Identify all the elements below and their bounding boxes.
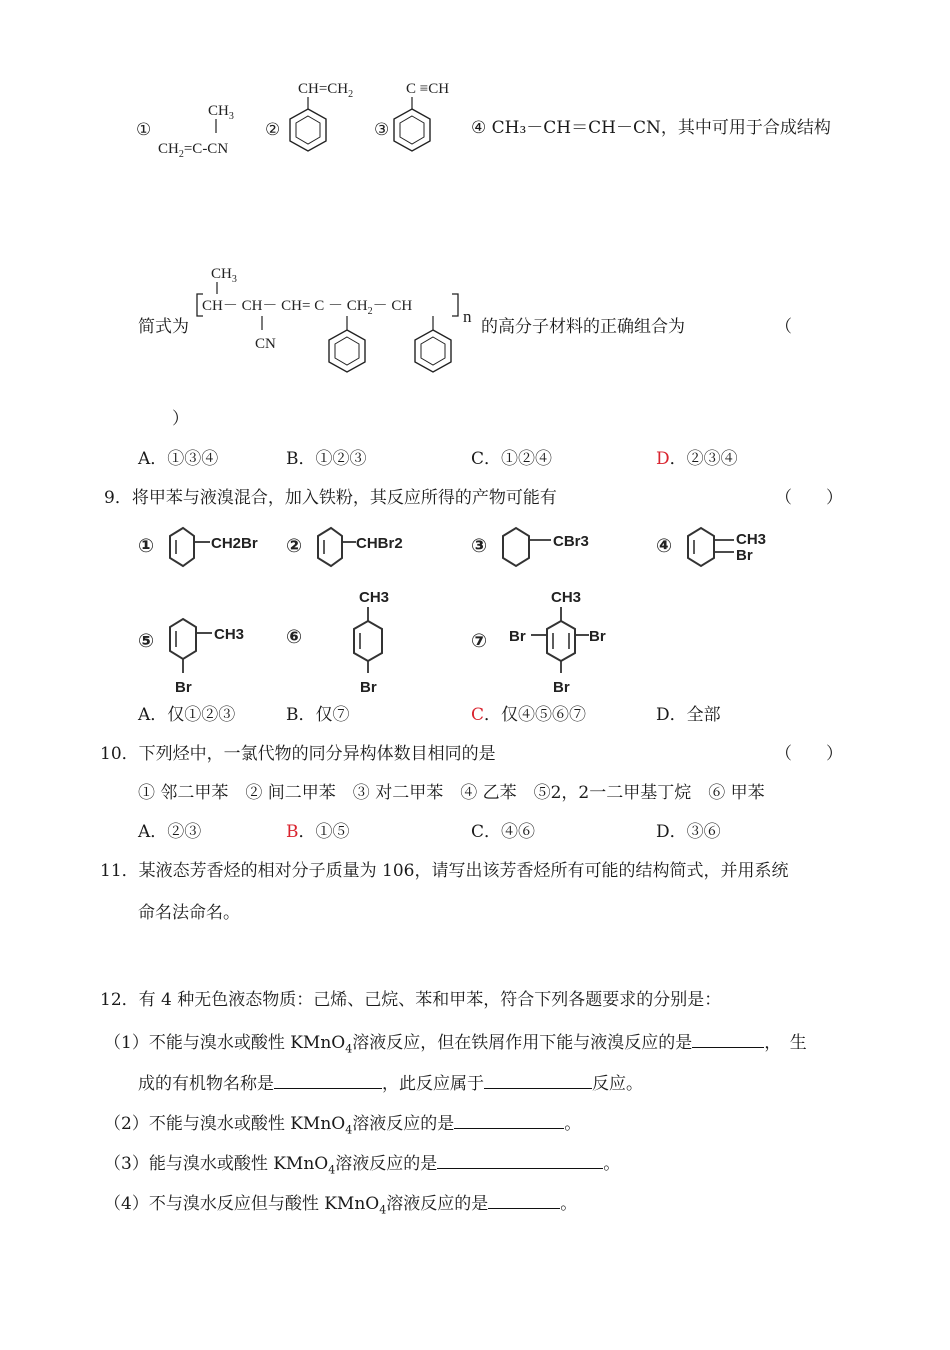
svg-text:⑤: ⑤ xyxy=(138,631,155,652)
svg-text:CH3: CH3 xyxy=(551,589,582,606)
svg-text:CH3: CH3 xyxy=(359,589,390,606)
svg-text:⑦: ⑦ xyxy=(471,631,488,652)
q12-blank-3[interactable] xyxy=(484,1072,592,1089)
q8-line2-tail: 的高分子材料的正确组合为 xyxy=(481,317,685,337)
svg-text:n: n xyxy=(463,307,472,326)
svg-text:CH2Br: CH2Br xyxy=(211,535,258,552)
q9-option-a: A．仅①②③ xyxy=(138,705,236,725)
s1-mark: ① xyxy=(136,120,152,139)
q12-part1-line1: （1）不能与溴水或酸性 KMnO$_4$溶液反应，但在铁屑作用下能与液溴反应的是 ， 生 xyxy=(104,1033,807,1056)
svg-text:⑥: ⑥ xyxy=(286,627,303,648)
q8-paren-close: ） xyxy=(172,409,189,429)
q12-part4: （4）不与溴水反应但与酸性 KMnO$_4$溶液反应的是 。 xyxy=(104,1194,578,1217)
q10-items: ① 邻二甲苯 ② 间二甲苯 ③ 对二甲苯 ④ 乙苯 ⑤2，2一二甲基丁烷 ⑥ 甲苯 xyxy=(138,783,765,803)
q11-line1: 11．某液态芳香烃的相对分子质量为 106，请写出该芳香烃所有可能的结构简式，并用系统 xyxy=(100,861,789,881)
q8-option-c: C．①②④ xyxy=(471,449,553,469)
q12-blank-5[interactable] xyxy=(437,1152,603,1169)
svg-text:Br: Br xyxy=(360,679,377,696)
svg-text:Br: Br xyxy=(736,547,753,564)
svg-text:CH3: $CH_3$ xyxy=(211,266,237,285)
q10-option-d: D．③⑥ xyxy=(656,822,721,842)
s3-mark: ③ xyxy=(374,120,390,139)
svg-text:Br: Br xyxy=(175,679,192,696)
q9-structure-3 xyxy=(471,520,611,570)
svg-text:CH2=C-CN: $CH_2=C-CN$ xyxy=(158,141,229,160)
q12-part2: （2）不能与溴水或酸性 KMnO$_4$溶液反应的是 。 xyxy=(104,1114,582,1137)
q12-stem: 12．有 4 种无色液态物质：己烯、己烷、苯和甲苯，符合下列各题要求的分别是： xyxy=(100,990,722,1010)
svg-text:Br: Br xyxy=(553,679,570,696)
svg-text:③: ③ xyxy=(471,536,488,557)
q11-line2: 命名法命名。 xyxy=(138,903,240,923)
q9-stem: 9．将甲苯与液溴混合，加入铁粉，其反应所得的产物可能有 xyxy=(104,488,557,508)
structure-2-styrene xyxy=(260,75,380,165)
q12-part3: （3）能与溴水或酸性 KMnO$_4$溶液反应的是 。 xyxy=(104,1154,621,1177)
q9-option-c-answer: C．仅④⑤⑥⑦ xyxy=(471,705,587,725)
polymer-structure xyxy=(195,258,485,383)
q12-blank-1[interactable] xyxy=(692,1031,764,1048)
q9-paren: （ ） xyxy=(775,488,843,508)
q9-structure-4 xyxy=(656,520,796,570)
q8-line2-head: 简式为 xyxy=(138,317,189,337)
q10-option-a: A．②③ xyxy=(138,822,202,842)
q10-option-b-answer: B．①⑤ xyxy=(286,822,350,842)
q9-structure-7 xyxy=(471,585,631,700)
svg-text:CH－ CH－ CH= C － CH2－ CH: $CH- CH- CH= C - CH_2-$ CH xyxy=(202,298,413,317)
q10-stem: 10．下列烃中，一氯代物的同分异构体数目相同的是 xyxy=(100,744,496,764)
structure-1-methacrylonitrile xyxy=(130,95,270,165)
svg-text:C ≡CH: C ≡CH xyxy=(406,81,450,97)
svg-text:CN: CN xyxy=(255,336,276,352)
q12-blank-2[interactable] xyxy=(274,1072,382,1089)
svg-text:CH=CH2: $CH=CH_2$ xyxy=(298,81,354,100)
q10-option-c: C．④⑥ xyxy=(471,822,536,842)
q9-structure-6 xyxy=(286,585,426,700)
q8-option-b: B．①②③ xyxy=(286,449,367,469)
structure-3-phenylacetylene xyxy=(370,75,480,165)
svg-text:Br: Br xyxy=(589,628,606,645)
svg-text:Br: Br xyxy=(509,628,526,645)
q12-part1-line2: 成的有机物名称是 ，此反应属于 反应。 xyxy=(138,1074,643,1094)
q8-option-a: A．①③④ xyxy=(138,449,219,469)
svg-text:CH3: CH3 xyxy=(736,531,767,548)
svg-text:CBr3: CBr3 xyxy=(553,533,589,550)
svg-text:CH3: $CH_3$ xyxy=(208,103,234,122)
svg-text:④: ④ xyxy=(656,536,673,557)
q8-paren-open: （ xyxy=(775,317,792,337)
svg-text:①: ① xyxy=(138,536,155,557)
q8-line1-tail: ④ CH₃－CH＝CH－CN，其中可用于合成结构 xyxy=(471,118,831,138)
q12-blank-4[interactable] xyxy=(454,1112,564,1129)
svg-text:CHBr2: CHBr2 xyxy=(356,535,403,552)
q8-option-d-answer: D．②③④ xyxy=(656,449,738,469)
q9-option-d: D．全部 xyxy=(656,705,721,725)
svg-text:②: ② xyxy=(286,536,303,557)
q12-blank-6[interactable] xyxy=(488,1192,560,1209)
q9-structure-1 xyxy=(138,522,278,572)
q9-structure-2 xyxy=(286,522,426,572)
q9-option-b: B．仅⑦ xyxy=(286,705,350,725)
q10-paren: （ ） xyxy=(775,744,843,764)
q9-structure-5 xyxy=(138,605,278,700)
svg-text:CH3: CH3 xyxy=(214,626,245,643)
s2-mark: ② xyxy=(265,120,281,139)
